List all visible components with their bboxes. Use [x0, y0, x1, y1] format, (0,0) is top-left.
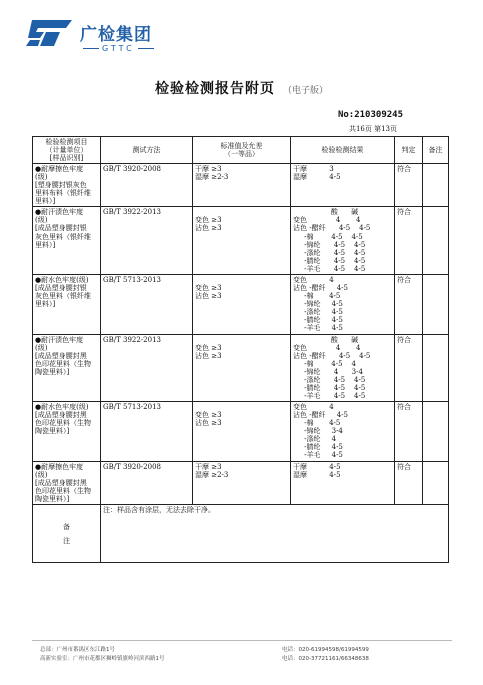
sample-line: 里料）] [35, 299, 56, 308]
note-text: 注：样品含有涂层，无法去除干净。 [101, 505, 449, 563]
remark-cell [423, 334, 449, 401]
result-line: -棉 4-5 4-5 [293, 232, 363, 241]
result-line: -锦纶 3-4 [293, 427, 343, 436]
sample-line: [成品塑身腰封银 [35, 283, 87, 292]
standard-cell [193, 274, 291, 334]
header-standard-line: （一等品） [224, 150, 259, 159]
sample-line: [成品塑身腰封黑 [35, 351, 87, 360]
sample-line: ●耐汗渍色牢度 [35, 208, 84, 217]
method-cell: GB/T 3920-2008 [101, 164, 193, 207]
sample-line: ●耐汗渍色牢度 [35, 335, 84, 344]
method-cell: GB/T 3922-2013 [101, 207, 193, 274]
sample-cell [33, 274, 101, 334]
standard-line: 湿摩 ≥2-3 [195, 471, 229, 480]
footer-address-hq: 总部：广州市番禺区东江路1号 [40, 647, 116, 653]
header-sample-line: [样品识别] [49, 154, 84, 163]
result-line: -羊毛 4-5 4-5 [293, 392, 366, 401]
sample-line: 陶瓷里料）] [35, 367, 70, 376]
result-line: 变色 4 4 [293, 343, 361, 352]
header-result: 检验检测结果 [291, 137, 395, 164]
header-standard-line: 标准值及允差 [220, 142, 263, 151]
sample-line: (级) [35, 173, 48, 182]
sample-cell [33, 334, 101, 401]
result-line: 酸 碱 [293, 335, 359, 344]
result-line: 沾色 -醋纤 4-5 [293, 283, 348, 292]
sample-line: [塑身腰封银灰色 [35, 181, 87, 190]
result-line: -锦纶 4 3-4 [293, 367, 363, 376]
sample-line: 里料）] [35, 240, 56, 249]
result-cell [291, 462, 395, 505]
result-line: 酸 碱 [293, 208, 359, 217]
sample-cell [33, 164, 101, 207]
note-label-char: 备 [63, 522, 70, 531]
sample-line: 色印花里料（生物 [35, 487, 91, 496]
result-line: 沾色 -醋纤 4-5 4-5 [293, 224, 371, 233]
remark-cell [423, 462, 449, 505]
result-line: 变色 4 4 [293, 216, 361, 225]
table-row [33, 462, 449, 505]
result-cell [291, 207, 395, 274]
sample-line: (级) [35, 216, 48, 225]
document-title [0, 78, 483, 98]
logo-chinese-text: 广检集团 [80, 25, 152, 45]
result-line: 沾色 -醋纤 4-5 [293, 411, 348, 420]
method-cell: GB/T 3922-2013 [101, 334, 193, 401]
remark-cell [423, 207, 449, 274]
table-row [33, 164, 449, 207]
sample-line: 陶瓷里料）] [35, 427, 70, 436]
title-subtitle: （电子版） [282, 86, 328, 96]
result-line: -羊毛 4-5 4-5 [293, 264, 366, 273]
table-row [33, 274, 449, 334]
result-line: -涤纶 4-5 4-5 [293, 375, 366, 384]
standard-line: 沾色 ≥3 [195, 351, 222, 360]
sample-line: 里料布料（银纤维 [35, 189, 91, 198]
standard-block [195, 463, 288, 479]
sample-cell [33, 402, 101, 462]
standard-line: 沾色 ≥3 [195, 419, 222, 428]
standard-line: 变色 ≥3 [195, 216, 222, 225]
sample-line: ●耐水色牢度(级) [35, 403, 89, 412]
standard-line: 变色 ≥3 [195, 343, 222, 352]
report-number: No:210309245 [337, 110, 403, 120]
result-line: -羊毛 4-5 [293, 324, 343, 333]
result-line: 变色 4 [293, 275, 334, 284]
sample-line: (级) [35, 343, 48, 352]
table-header-row [33, 137, 449, 164]
sample-line: 陶瓷里料）] [35, 495, 70, 504]
footer-addresses [40, 646, 165, 664]
standard-line: 干摩 ≥3 [195, 165, 222, 174]
sample-line: [成品塑身腰封黑 [35, 479, 87, 488]
header-sample-line: （计量单位） [45, 146, 88, 155]
standard-cell [193, 334, 291, 401]
note-row [33, 505, 449, 563]
sample-line: 里料）] [35, 197, 56, 206]
standard-block [195, 284, 288, 300]
result-line: -涤纶 4-5 [293, 307, 343, 316]
verdict-cell: 符合 [395, 164, 423, 207]
verdict-cell: 符合 [395, 207, 423, 274]
result-line: -腈纶 4-5 [293, 443, 343, 452]
standard-cell [193, 402, 291, 462]
sample-line: (级) [35, 471, 48, 480]
standard-cell [193, 207, 291, 274]
standard-block [195, 216, 288, 232]
result-cell [291, 164, 395, 207]
method-cell: GB/T 5713-2013 [101, 402, 193, 462]
standard-cell [193, 462, 291, 505]
result-line: 沾色 -醋纤 4-5 4-5 [293, 351, 371, 360]
result-line: -涤纶 4-5 4-5 [293, 248, 366, 257]
header-standard [193, 137, 291, 164]
standard-block [195, 165, 288, 181]
result-line: -棉 4-5 [293, 291, 341, 300]
result-line: -锦纶 4-5 [293, 299, 343, 308]
verdict-cell: 符合 [395, 334, 423, 401]
sample-line: ●耐摩擦色牢度 [35, 463, 84, 472]
verdict-cell: 符合 [395, 402, 423, 462]
result-line: -腈纶 4-5 4-5 [293, 384, 366, 393]
footer-phones [282, 646, 369, 664]
test-results-table [32, 136, 449, 563]
standard-cell [193, 164, 291, 207]
table-row [33, 207, 449, 274]
sample-line: 色印花里料（生物 [35, 419, 91, 428]
header-verdict: 判定 [395, 137, 423, 164]
logo-english-text: GTTC [80, 44, 157, 53]
standard-line: 变色 ≥3 [195, 283, 222, 292]
standard-line: 沾色 ≥3 [195, 224, 222, 233]
standard-line: 湿摩 ≥2-3 [195, 173, 229, 182]
result-line: -腈纶 4-5 4-5 [293, 256, 366, 265]
standard-block [195, 344, 288, 360]
table-row [33, 402, 449, 462]
result-line: 湿摩 4-5 [293, 173, 341, 182]
result-cell [291, 274, 395, 334]
sample-line: [成品塑身腰封黑 [35, 411, 87, 420]
result-cell [291, 334, 395, 401]
header-sample-line: 检验检测项目 [45, 138, 88, 146]
method-cell: GB/T 3920-2008 [101, 462, 193, 505]
note-label-char: 注 [63, 536, 70, 545]
result-line: 干摩 3 [293, 165, 334, 174]
footer-phone-lab: 电话：020-37721161/66348638 [282, 655, 369, 662]
table-row [33, 334, 449, 401]
result-line: -腈纶 4-5 [293, 315, 343, 324]
result-line: 变色 4 [293, 403, 334, 412]
standard-line: 沾色 ≥3 [195, 291, 222, 300]
result-cell [291, 402, 395, 462]
sample-cell [33, 207, 101, 274]
result-line: -棉 4-5 [293, 419, 341, 428]
standard-line: 变色 ≥3 [195, 411, 222, 420]
gttc-logo-icon [26, 18, 72, 48]
standard-block [195, 411, 288, 427]
remark-cell [423, 274, 449, 334]
standard-line: 干摩 ≥3 [195, 463, 222, 472]
note-label-cell [33, 505, 101, 563]
result-line: -羊毛 4-5 [293, 451, 343, 460]
footer-divider [32, 640, 452, 641]
sample-line: ●耐摩擦色牢度 [35, 165, 84, 174]
sample-line: 灰色里料（银纤维 [35, 232, 91, 241]
header-method: 测试方法 [101, 137, 193, 164]
page-info: 共16页 第13页 [348, 125, 397, 133]
remark-cell [423, 402, 449, 462]
verdict-cell: 符合 [395, 274, 423, 334]
header-remark: 备注 [423, 137, 449, 164]
result-line: 干摩 4-5 [293, 463, 341, 472]
title-main: 检验检测报告附页 [154, 81, 275, 97]
method-cell: GB/T 5713-2013 [101, 274, 193, 334]
result-line: -棉 4-5 4 [293, 359, 356, 368]
footer-phone-hq: 电话：020-61994598/61994599 [282, 647, 369, 653]
sample-line: [成品塑身腰封银 [35, 224, 87, 233]
company-logo [20, 12, 170, 56]
sample-line: ●耐水色牢度(级) [35, 275, 89, 284]
sample-line: 灰色里料（银纤维 [35, 291, 91, 300]
verdict-cell: 符合 [395, 462, 423, 505]
sample-cell [33, 462, 101, 505]
header-sample [33, 137, 101, 164]
sample-line: 色印花里料（生物 [35, 359, 91, 368]
footer-address-lab: 高新实验室：广州市花都区狮岭镇旗岭河滨西路1号 [40, 655, 165, 662]
remark-cell [423, 164, 449, 207]
result-line: -涤纶 4 [293, 435, 337, 444]
result-line: -锦纶 4-5 4-5 [293, 240, 366, 249]
result-line: 湿摩 4-5 [293, 471, 341, 480]
